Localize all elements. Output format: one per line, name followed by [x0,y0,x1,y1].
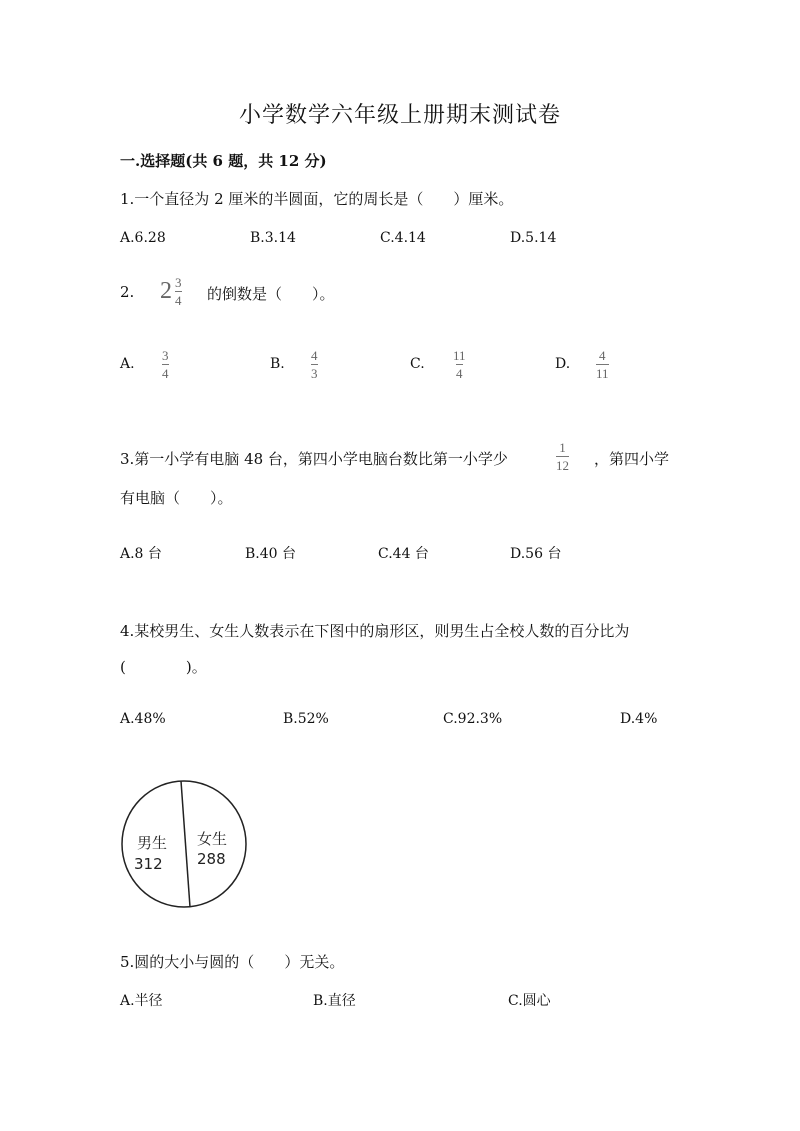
q2-option-d-label: D. [555,356,571,372]
q1-option-b: B.3.14 [250,230,296,246]
pie-divider [181,781,190,907]
question-3-text-continued: ，第四小学 [594,450,670,468]
fraction-denominator: 3 [311,366,318,381]
fraction-numerator: 4 [311,348,318,363]
fraction-denominator: 4 [175,293,182,308]
q2-option-d-fraction [596,349,609,380]
q1-option-c: C.4.14 [380,230,426,246]
q4-option-c: C.92.3% [443,711,503,727]
question-2-number: 2. [120,283,135,301]
question-3-text: 3.第一小学有电脑 48 台，第四小学电脑台数比第一小学少 [120,450,508,468]
question-2-text: 的倒数是（ ）。 [207,285,335,303]
pie-label-female: 女生 [197,830,228,848]
fraction-numerator: 1 [559,440,566,455]
q3-option-d: D.56 台 [510,546,562,562]
pie-value-female: 288 [197,850,226,868]
question-3-line-2: 有电脑（ ）。 [120,489,233,507]
mixed-whole: 2 [160,278,172,304]
question-4-line-2: ( )。 [120,658,207,676]
q2-option-a-fraction [160,349,171,380]
q2-option-b-label: B. [270,356,285,372]
q4-option-a: A.48% [120,711,166,727]
q4-option-b: B.52% [283,711,329,727]
q3-option-b: B.40 台 [245,546,297,562]
question-4-text: 4.某校男生、女生人数表示在下图中的扇形区，则男生占全校人数的百分比为 [120,622,630,640]
q2-option-c-fraction [451,349,468,380]
fraction-denominator: 4 [456,366,463,381]
q5-option-a: A.半径 [120,993,163,1009]
pie-value-male: 312 [134,855,163,873]
q2-mixed-number [160,276,184,307]
section-heading: 一.选择题(共 6 题，共 12 分) [120,152,327,170]
question-5-text: 5.圆的大小与圆的（ ）无关。 [120,953,345,971]
q5-option-b: B.直径 [313,993,356,1009]
q1-option-d: D.5.14 [510,230,557,246]
page-title: 小学数学六年级上册期末测试卷 [238,103,561,128]
q2-option-b-fraction [309,349,320,380]
pie-chart [118,778,258,914]
q5-option-c: C.圆心 [508,993,551,1009]
q1-option-a: A.6.28 [120,230,166,246]
q2-option-a-label: A. [120,356,135,372]
fraction-denominator: 11 [596,366,609,381]
fraction-denominator: 4 [162,366,169,381]
q3-option-c: C.44 台 [378,546,429,562]
pie-label-male: 男生 [137,834,168,852]
q4-option-d: D.4% [620,711,658,727]
q3-option-a: A.8 台 [120,546,162,562]
fraction-numerator: 3 [175,275,182,290]
q2-option-c-label: C. [410,356,425,372]
q3-fraction [556,441,569,472]
fraction-numerator: 4 [599,348,606,363]
fraction-denominator: 12 [556,458,569,473]
fraction-numerator: 11 [453,348,466,363]
fraction-numerator: 3 [162,348,169,363]
question-1-text: 1.一个直径为 2 厘米的半圆面，它的周长是（ ）厘米。 [120,190,514,208]
mixed-fraction [173,276,184,307]
